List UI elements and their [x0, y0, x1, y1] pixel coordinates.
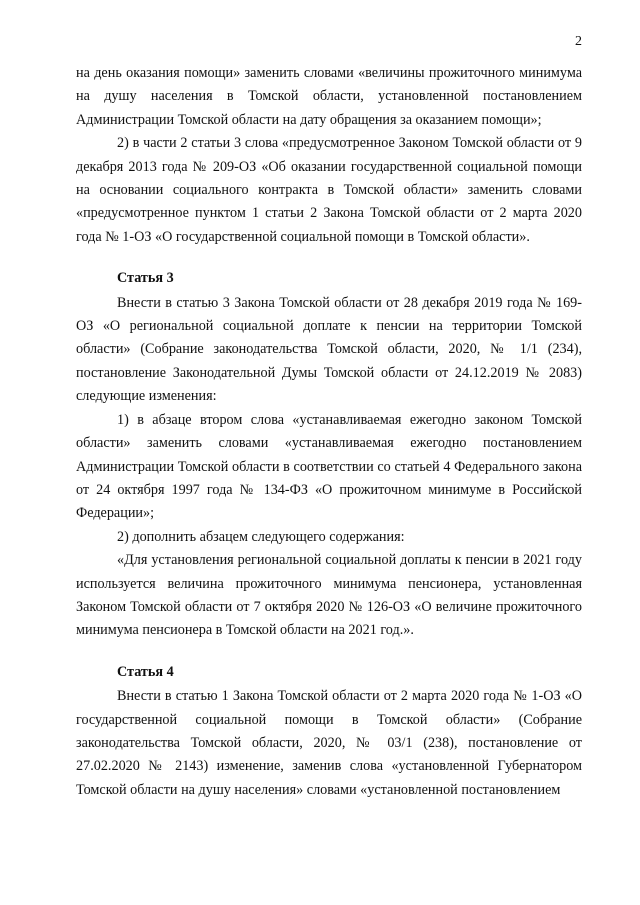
article-3-item-2: 2) дополнить абзацем следующего содержания:: [117, 528, 405, 545]
paragraph-continued: на день оказания помощи» заменить словами «величины прожиточного минимума на душу населения в Томской области, установленной постановлением Администрации Томской области на дату обращения за оказанием помощи»;: [76, 65, 582, 128]
paragraph-item-2: 2) в части 2 статьи 3 слова «предусмотренное Законом Томской области от 9 декабря 2013 года № 209-ОЗ «Об оказании государственной социальной помощи на основании социального контракта в Томской области» заменить словами «предусмотренное пунктом 1 статьи 2 Закона Томской области от 2 марта 2020 года № 1-ОЗ «О государственной социальной помощи в Томской области».: [76, 135, 582, 245]
article-3-quote: «Для установления региональной социальной доплаты к пенсии в 2021 году используется величина прожиточного минимума пенсионера, установленная Законом Томской области от 7 октября 2020 № 126-ОЗ «О величине прожиточного минимума пенсионера в Томской области на 2021 год.».: [76, 552, 582, 639]
page-number: 2: [575, 34, 582, 49]
article-3-item-1: 1) в абзаце втором слова «устанавливаемая ежегодно законом Томской области» заменить словами «устанавливаемая ежегодно постановлением Администрации Томской области в соответствии со статьей 4 Федерального закона от 24 октября 1997 года № 134-ФЗ «О прожиточном минимуме в Российской Федерации»;: [76, 411, 582, 522]
article-3-heading: Статья 3: [117, 270, 174, 287]
article-4-intro: Внести в статью 1 Закона Томской области от 2 марта 2020 года № 1-ОЗ «О государственной социальной помощи в Томской области» (Собрание законодательства Томской области, 2020, № 03/1 (238), постановление от 27.02.2020 № 2143) изменение, заменив слова «установленной Губернатором Томской области на душу населения» словами «установленной постановлением: [76, 688, 582, 798]
document-body: [76, 62, 582, 802]
article-4-heading: Статья 4: [117, 663, 174, 680]
article-3-intro: Внести в статью 3 Закона Томской области от 28 декабря 2019 года № 169-ОЗ «О региональной социальной доплате к пенсии на территории Томской области» (Собрание законодательства Томской области, 2020, № 1/1 (234), постановление Законодательной Думы Томской области от 24.12.2019 № 2083) следующие изменения:: [76, 294, 582, 405]
